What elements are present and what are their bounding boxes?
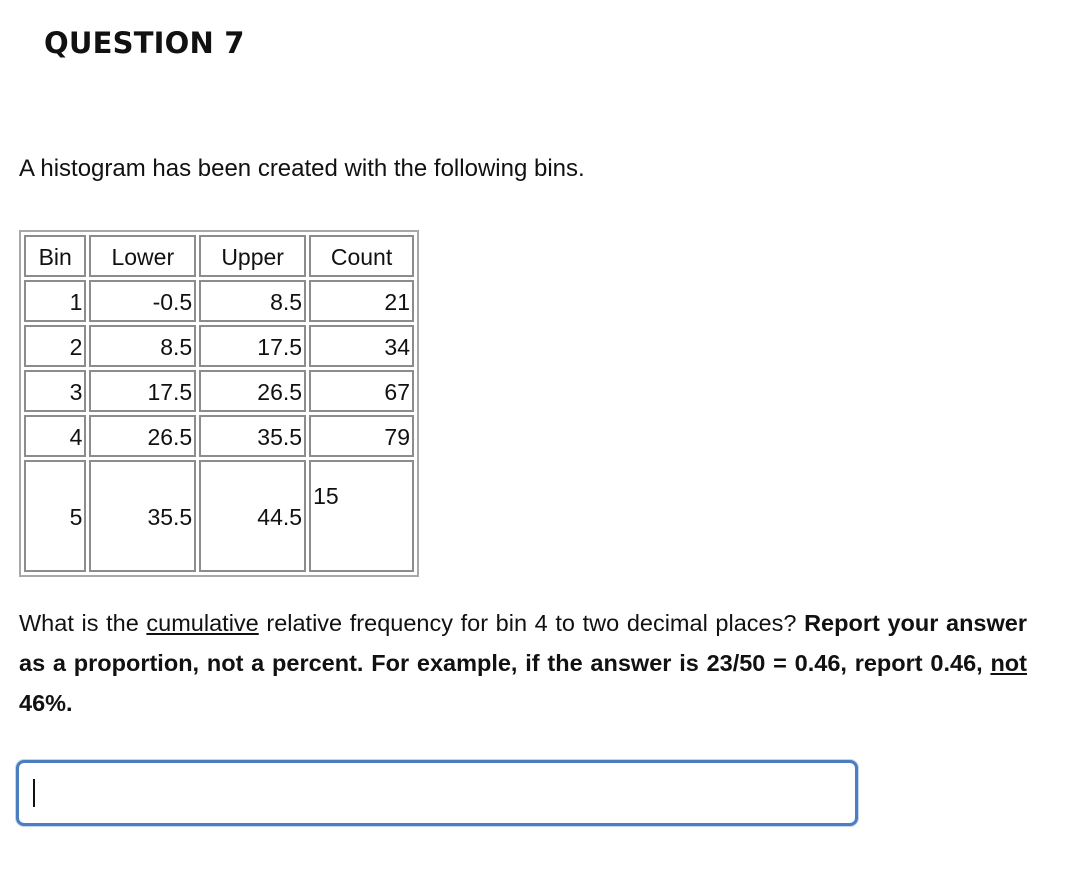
table-row: [24, 370, 414, 412]
cell-bin: 5: [24, 460, 86, 572]
cell-bin: 2: [24, 325, 86, 367]
cell-count: 34: [309, 325, 414, 367]
header-upper: Upper: [199, 235, 306, 277]
cell-lower: 35.5: [89, 460, 196, 572]
prompt-underlined-term: cumulative: [146, 610, 259, 636]
cell-count: 21: [309, 280, 414, 322]
header-count: Count: [309, 235, 414, 277]
answer-input[interactable]: [16, 760, 858, 826]
prompt-text: relative frequency for bin 4 to two decimal places?: [258, 610, 805, 636]
table-row: [24, 415, 414, 457]
cell-bin: 1: [24, 280, 86, 322]
question-intro: A histogram has been created with the following bins.: [19, 155, 585, 182]
table-header-row: [24, 235, 414, 277]
cell-lower: 17.5: [89, 370, 196, 412]
cell-upper: 44.5: [199, 460, 306, 572]
cell-count: 79: [309, 415, 414, 457]
cell-upper: 35.5: [199, 415, 306, 457]
question-prompt: [19, 603, 1027, 723]
header-bin: Bin: [24, 235, 86, 277]
question-title: QUESTION 7: [44, 26, 245, 60]
prompt-bold-instruction: Report your answer as a proportion, not a percent. For example, if the answer is 23/50 = 0.46, report 0.46,: [19, 610, 1027, 676]
cell-upper: 17.5: [199, 325, 306, 367]
cell-bin: 4: [24, 415, 86, 457]
prompt-bold-underlined: not: [990, 650, 1027, 676]
table-row: [24, 325, 414, 367]
table-row: [24, 460, 414, 572]
table-row: [24, 280, 414, 322]
cell-upper: 8.5: [199, 280, 306, 322]
bins-table: [19, 230, 419, 577]
cell-lower: 8.5: [89, 325, 196, 367]
header-lower: Lower: [89, 235, 196, 277]
cell-bin: 3: [24, 370, 86, 412]
prompt-bold-instruction-end: 46%.: [19, 690, 73, 716]
cell-count: 67: [309, 370, 414, 412]
cell-count: 15: [309, 460, 414, 572]
cell-lower: -0.5: [89, 280, 196, 322]
cell-lower: 26.5: [89, 415, 196, 457]
cell-upper: 26.5: [199, 370, 306, 412]
text-caret: [33, 779, 35, 807]
prompt-text: What is the: [19, 610, 147, 636]
